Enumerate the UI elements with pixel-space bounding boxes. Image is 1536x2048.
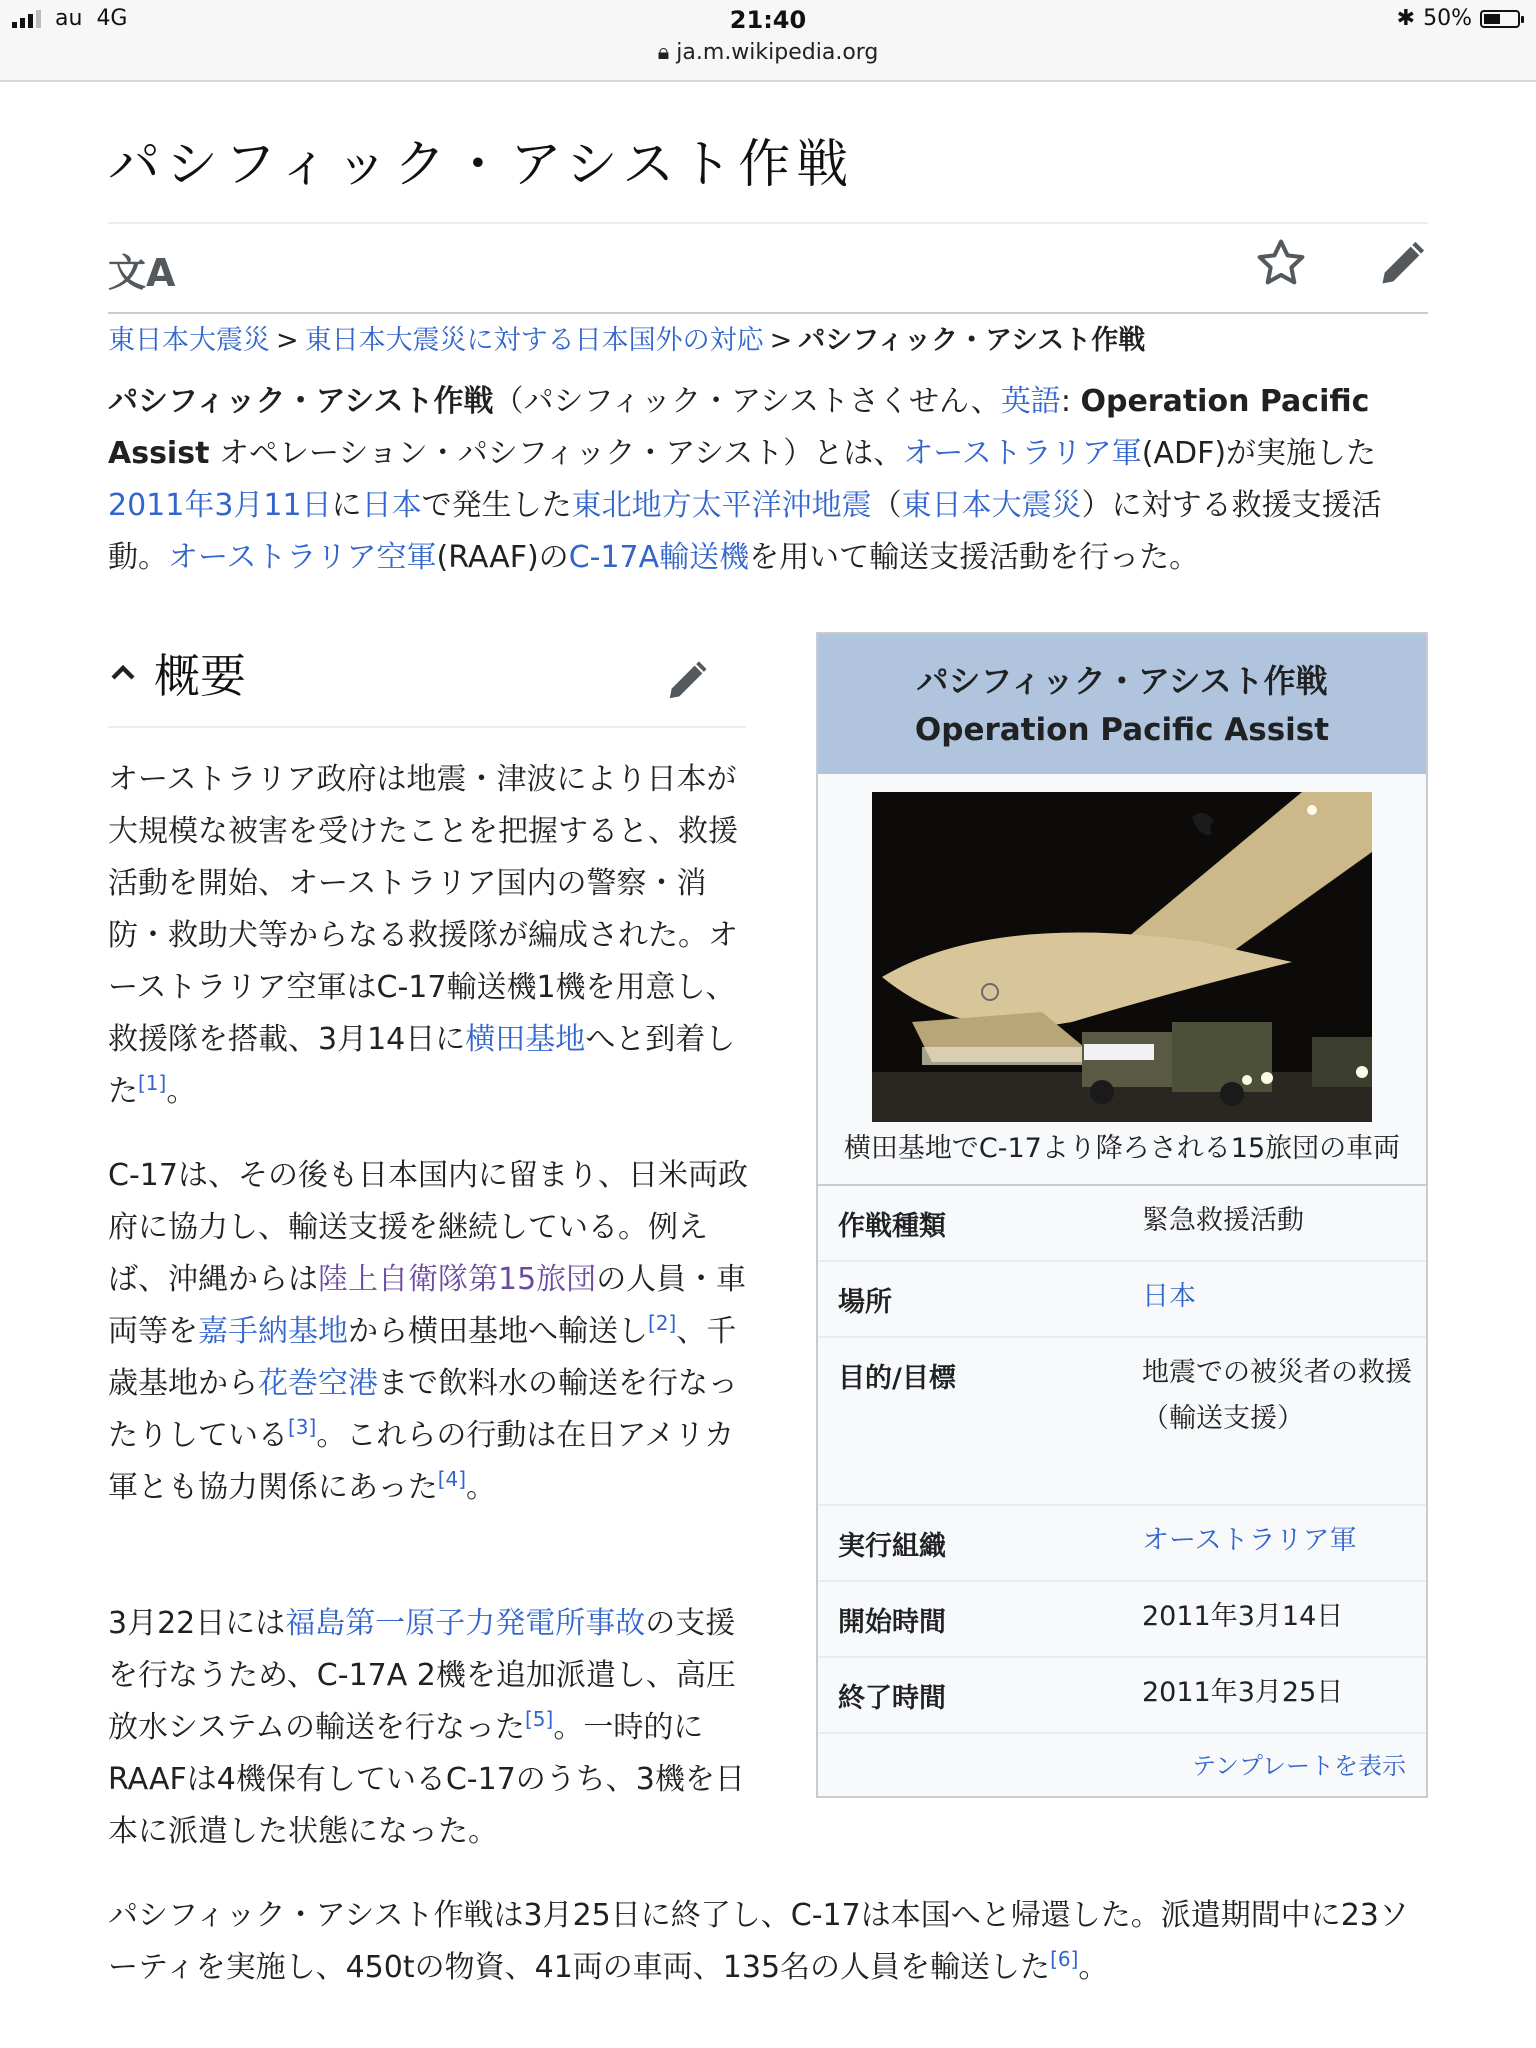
text: へと到着した <box>108 1022 736 1109</box>
text: (ADF)が実施した <box>1141 436 1377 471</box>
link-english[interactable]: 英語 <box>1000 384 1061 419</box>
link-kadena[interactable]: 嘉手納基地 <box>198 1314 348 1349</box>
address-bar[interactable] <box>0 40 1536 65</box>
reference-3[interactable]: [3] <box>288 1415 317 1439</box>
link-australian-forces[interactable]: オーストラリア軍 <box>903 436 1142 471</box>
edit-icon[interactable] <box>1376 238 1428 290</box>
link-great-east-japan-earthquake[interactable]: 東日本大震災 <box>901 488 1082 523</box>
infobox-header <box>818 634 1426 774</box>
text: C-17は、その後も日本国内に留まり、日米両政府に協力し、輸送支援を継続している。例えば、沖縄からは <box>108 1158 748 1297</box>
intro-paragraph <box>108 376 1430 584</box>
reference-4[interactable]: [4] <box>437 1467 467 1491</box>
text: から横田基地へ輸送し <box>348 1314 648 1349</box>
infobox-subtitle: Operation Pacific Assist <box>914 712 1330 748</box>
text: を用いて輸送支援活動を行った。 <box>749 540 1200 575</box>
text: に <box>331 488 362 523</box>
text: 。 <box>166 1074 197 1109</box>
infobox-image-caption: 横田基地でC-17より降ろされる15旅団の車両 <box>843 1133 1401 1164</box>
infobox-title: パシフィック・アシスト作戦 <box>916 662 1328 700</box>
reference-6[interactable]: [6] <box>1050 1947 1079 1971</box>
infobox-key: 目的/目標 <box>838 1363 956 1394</box>
infobox-key: 実行組織 <box>838 1531 946 1562</box>
text: 。これらの行動は在日アメリカ軍とも協力関係にあった <box>108 1418 735 1505</box>
text: (RAAF)の <box>436 540 569 575</box>
infobox-value-main: 地震での被災者の救援 <box>1142 1357 1412 1388</box>
text: オーストラリア政府は地震・津波により日本が大規模な被害を受けたことを把握すると、救援活動を開始、オーストラリア国内の警察・消防・救助犬等からなる救援隊が編成された。オーストラリア空軍はC-17輸送機1機を用意し、救援隊を搭載、3月14日に <box>108 762 738 1057</box>
infobox-row <box>818 1262 1426 1338</box>
infobox-image[interactable] <box>872 792 1372 1122</box>
text: 。 <box>1078 1950 1109 1985</box>
breadcrumb-current: パシフィック・アシスト作戦 <box>798 325 1146 356</box>
breadcrumb-separator: > <box>276 325 299 356</box>
infobox-value: 2011年3月25日 <box>1142 1677 1344 1708</box>
reference-2[interactable]: [2] <box>648 1311 677 1335</box>
network-type: 4G <box>96 6 128 31</box>
infobox-value: 2011年3月14日 <box>1142 1601 1344 1632</box>
infobox-key: 開始時間 <box>838 1607 946 1638</box>
carrier: au <box>55 6 83 31</box>
breadcrumb-link-2[interactable]: 東日本大震災に対する日本国外の対応 <box>304 325 764 356</box>
intro-bold-title: パシフィック・アシスト作戦 <box>108 384 494 419</box>
battery-percent: 50% <box>1423 6 1472 31</box>
status-right <box>1397 6 1520 31</box>
link-fukushima[interactable]: 福島第一原子力発電所事故 <box>285 1606 646 1641</box>
clock: 21:40 <box>729 6 807 34</box>
text: オペレーション・パシフィック・アシスト）とは、 <box>209 436 904 471</box>
text: で発生した <box>421 488 572 523</box>
language-icon[interactable]: 文A <box>108 251 176 295</box>
battery-icon <box>1480 10 1520 28</box>
text: の人員・車両等を <box>108 1262 747 1349</box>
bluetooth-icon: ✱ <box>1396 6 1416 31</box>
text: （パシフィック・アシストさくせん、 <box>493 384 1001 419</box>
infobox-row <box>818 1338 1426 1506</box>
url-text[interactable]: ja.m.wikipedia.org <box>676 40 879 65</box>
text: 。 <box>466 1470 497 1505</box>
star-icon[interactable] <box>1254 236 1308 290</box>
lock-icon: 🔒︎ <box>657 40 670 65</box>
show-template-link[interactable]: テンプレートを表示 <box>1192 1752 1406 1780</box>
chevron-up-icon[interactable] <box>108 658 138 688</box>
link-raaf[interactable]: オーストラリア空軍 <box>168 540 437 575</box>
section-header-overview[interactable] <box>108 632 746 728</box>
text: 。一時的にRAAFは4機保有しているC-17のうち、3機を日本に派遣した状態になった。 <box>108 1710 745 1849</box>
breadcrumb-link-1[interactable]: 東日本大震災 <box>108 325 270 356</box>
infobox-value-link[interactable]: オーストラリア軍 <box>1142 1525 1357 1556</box>
title-divider <box>108 222 1428 224</box>
reference-5[interactable]: [5] <box>525 1707 554 1731</box>
infobox-row <box>818 1506 1426 1582</box>
link-japan[interactable]: 日本 <box>361 488 422 523</box>
infobox-row <box>818 1186 1426 1262</box>
paragraph-4 <box>108 1890 1438 1994</box>
page-actions <box>108 228 1428 314</box>
infobox-row <box>818 1658 1426 1734</box>
intro-bold-english: Operation Pacific Assist <box>108 384 1370 471</box>
text: : <box>1060 384 1081 419</box>
infobox-table <box>818 1184 1426 1734</box>
section-edit-icon[interactable] <box>664 658 710 704</box>
link-c17a[interactable]: C-17A輸送機 <box>568 540 750 575</box>
text: （ <box>871 488 902 523</box>
text: 3月22日には <box>108 1606 286 1641</box>
status-bar <box>0 0 1536 82</box>
breadcrumb-separator: > <box>769 325 793 356</box>
breadcrumb <box>108 318 1145 357</box>
link-yokota[interactable]: 横田基地 <box>465 1022 586 1057</box>
infobox-value-note: （輸送支援） <box>1142 1403 1304 1434</box>
link-date[interactable]: 2011年3月11日 <box>108 488 332 523</box>
text: の支援を行なうため、C-17A 2機を追加派遣し、高圧放水システムの輸送を行なった <box>108 1606 736 1745</box>
infobox-value: 緊急救援活動 <box>1142 1205 1304 1236</box>
infobox <box>816 632 1428 1798</box>
section-title: 概要 <box>154 649 246 703</box>
link-earthquake[interactable]: 東北地方太平洋沖地震 <box>571 488 872 523</box>
text: まで飲料水の輸送を行なったりしている <box>108 1366 738 1453</box>
infobox-key: 終了時間 <box>838 1683 946 1714</box>
paragraph-3 <box>108 1598 756 1858</box>
reference-1[interactable]: [1] <box>138 1071 167 1095</box>
paragraph-1 <box>108 754 756 1118</box>
page-title: パシフィック・アシスト作戦 <box>108 135 855 195</box>
paragraph-2 <box>108 1150 756 1514</box>
link-15th-brigade[interactable]: 陸上自衛隊第15旅団 <box>318 1262 597 1297</box>
link-hanamaki[interactable]: 花巻空港 <box>258 1366 378 1401</box>
infobox-key: 作戦種類 <box>838 1211 946 1242</box>
infobox-row <box>818 1582 1426 1658</box>
infobox-key: 場所 <box>838 1287 892 1318</box>
text: ）に対する救援支援活動。 <box>108 488 1382 575</box>
infobox-value <box>1142 1350 1412 1442</box>
text: 、千歳基地から <box>108 1314 737 1401</box>
text: パシフィック・アシスト作戦は3月25日に終了し、C-17は本国へと帰還した。派遣期間中に23ソーティを実施し、450tの物資、41両の車両、135名の人員を輸送した <box>108 1898 1409 1985</box>
infobox-value-link[interactable]: 日本 <box>1142 1281 1196 1312</box>
